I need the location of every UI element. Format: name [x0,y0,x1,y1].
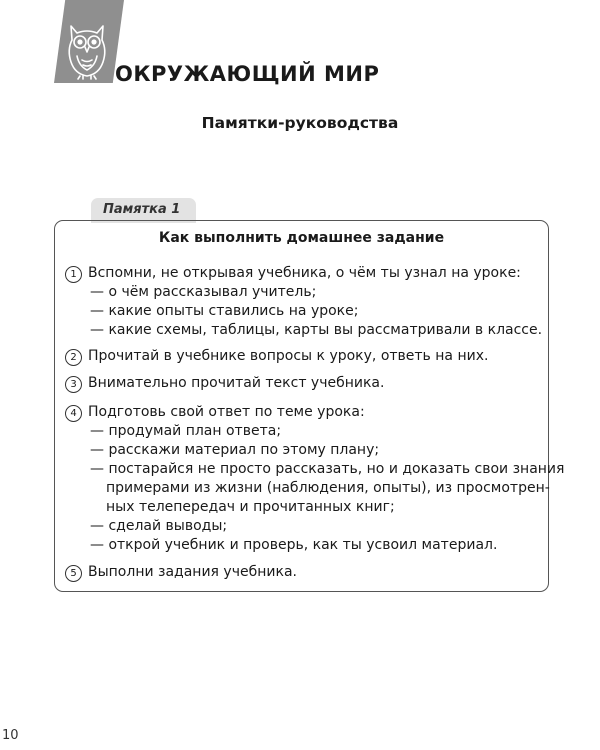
item-number-badge: 4 [65,405,82,422]
memo-heading: Как выполнить домашнее задание [158,230,445,246]
item-text: Вспомни, не открывая учебника, о чём ты узнал на уроке: [88,265,521,281]
item-number-badge: 1 [65,266,82,283]
item-text: Выполни задания учебника. [88,564,297,580]
owl-icon [63,20,111,80]
item-text: Внимательно прочитай текст учебника. [88,375,385,391]
page-title: Памятки-руководства [201,114,399,132]
sub-item: — открой учебник и проверь, как ты усвоил материал. [90,537,498,553]
sub-item: — постарайся не просто рассказать, но и доказать свои знания [90,461,565,477]
sub-item-continuation: примерами из жизни (наблюдения, опыты), из просмотрен- [106,480,550,496]
item-number-badge: 2 [65,349,82,366]
sub-item: — продумай план ответа; [90,423,282,439]
item-text: Подготовь свой ответ по теме урока: [88,404,365,420]
item-number-badge: 3 [65,376,82,393]
item-text: Прочитай в учебнике вопросы к уроку, ответь на них. [88,348,489,364]
memo-tab: Памятка 1 [91,198,196,223]
item-number-badge: 5 [65,565,82,582]
sub-item: — сделай выводы; [90,518,228,534]
sub-item: — какие схемы, таблицы, карты вы рассматривали в классе. [90,322,543,338]
sub-item: — расскажи материал по этому плану; [90,442,380,458]
section-title: ОКРУЖАЮЩИЙ МИР [115,62,380,86]
page-number: 10 [2,728,19,743]
sub-item: — о чём рассказывал учитель; [90,284,317,300]
sub-item-continuation: ных телепередач и прочитанных книг; [106,499,395,515]
sub-item: — какие опыты ставились на уроке; [90,303,359,319]
